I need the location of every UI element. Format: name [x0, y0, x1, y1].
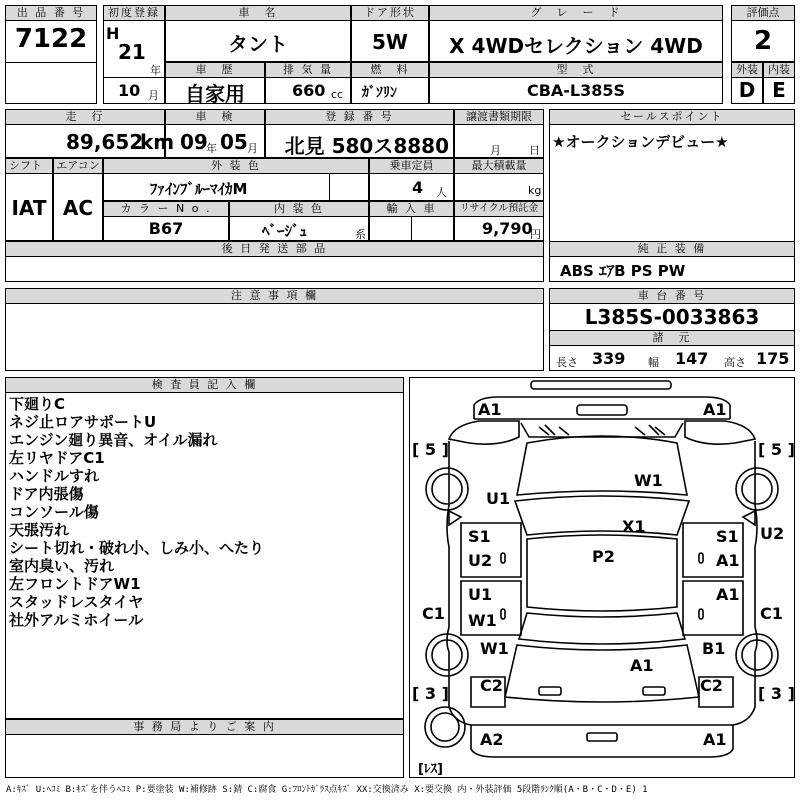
shift: IAT [11, 196, 47, 220]
model: CBA-L385S [526, 81, 626, 100]
lot-number-lower-cell [5, 62, 97, 104]
capacity: 4 [412, 178, 424, 197]
sales-point-label: セールスポイント [549, 109, 795, 125]
mark-left-rear-corner: C2 [480, 676, 503, 695]
height-label: 高さ [724, 356, 746, 369]
door-type-label: ドア形状 [351, 5, 429, 21]
mark-right-rear-door: A1 [716, 585, 740, 604]
width: 147 [675, 349, 709, 368]
mark-right-front-door-2: A1 [716, 551, 740, 570]
width-label: 幅 [648, 356, 659, 369]
car-diagram [409, 377, 795, 778]
aircon-label: エアコン [53, 158, 103, 174]
displacement-label: 排 気 量 [265, 62, 351, 78]
mark-right-front-door-1: S1 [716, 527, 739, 546]
mileage-unit: km [140, 130, 175, 154]
mark-left-front-fender: U1 [486, 489, 511, 508]
mark-left-rear-door-1: U1 [468, 585, 493, 604]
exterior-grade: D [738, 78, 756, 102]
later-parts-label: 後 日 発 送 部 品 [5, 241, 544, 257]
inspector-label: 検 査 員 記 入 欄 [5, 377, 404, 393]
inspection-year: 09 [180, 130, 208, 154]
inspector-note: ドア内張傷 [9, 485, 84, 503]
tire-front-left: [ 5 ] [412, 440, 449, 459]
era-letter: H [106, 24, 120, 43]
inspector-note: 社外アルミホイール [9, 611, 144, 629]
plate-number: 北見 580ス8880 [284, 134, 449, 158]
history: 自家用 [185, 82, 245, 106]
inspector-note: 左リヤドアC1 [9, 449, 105, 467]
mark-left-quarter: W1 [480, 639, 509, 658]
mark-hood: W1 [634, 471, 663, 490]
fuel: ｶﾞｿﾘﾝ [362, 85, 397, 101]
inspection-label: 車 検 [165, 109, 265, 125]
aircon: AC [62, 196, 94, 220]
score: 2 [753, 26, 773, 56]
recycle-unit: 円 [530, 228, 541, 241]
mark-right-front-fender: U2 [760, 524, 785, 543]
inspector-note: 下廻りC [9, 395, 66, 413]
equipment-label: 純 正 装 備 [549, 241, 795, 257]
import-cell-divider [411, 216, 412, 241]
grade-label: グ レ ー ド [429, 5, 723, 21]
displacement-unit: cc [331, 88, 344, 101]
color-number-label: カ ラ ー N o . [103, 201, 229, 217]
legend-text: A:ｷｽﾞ U:ﾍｺﾐ B:ｷｽﾞを伴うﾍｺﾐ P:要塗装 W:補修跡 S:錆 C:腐食 G:ﾌﾛﾝﾄｶﾞﾗｽ点ｷｽﾞ XX:交換済み X:要交換 内・外装評価 5段階ﾗﾝｸ順(A・B・C・D・E) 1 [6, 785, 648, 795]
mark-front-bumper-left: A1 [478, 400, 502, 419]
equipment: ABS ｴｱB PS PW [560, 262, 686, 280]
inspection-month: 05 [220, 130, 248, 154]
score-label: 評価点 [731, 5, 795, 21]
inspector-note: エンジン廻り異音、オイル漏れ [9, 431, 218, 449]
inspector-notes [9, 395, 401, 629]
spare-tire-label: [ﾚｽ] [418, 762, 443, 777]
sales-point: ★オークションデビュー★ [552, 133, 729, 151]
specs-label: 諸 元 [549, 330, 795, 346]
max-load-unit: kg [528, 184, 542, 197]
mark-right-sill: C1 [760, 604, 783, 623]
registration-year: 21 [118, 40, 146, 64]
mark-front-bumper-right: A1 [703, 400, 727, 419]
mileage-label: 走 行 [5, 109, 165, 125]
recycle-label: リサイクル預託金 [454, 201, 544, 217]
mileage: 89,652 [66, 130, 144, 154]
plate-label: 登 録 番 号 [265, 109, 454, 125]
mark-left-sill: C1 [422, 604, 445, 623]
exterior-color-divider [329, 173, 330, 201]
mark-right-rear-corner: C2 [700, 676, 723, 695]
mark-roof: P2 [592, 547, 615, 566]
lot-number-label: 出 品 番 号 [5, 5, 97, 21]
capacity-unit: 人 [436, 186, 447, 199]
interior-color-label: 内 装 色 [229, 201, 369, 217]
length-label: 長さ [556, 356, 578, 369]
fuel-label: 燃 料 [351, 62, 429, 78]
inspector-note: 天張汚れ [9, 521, 70, 539]
mark-rear-bumper-left: A2 [480, 730, 504, 749]
mark-rear-bumper-right: A1 [703, 730, 727, 749]
office-notice-label: 事 務 局 よ り ご 案 内 [5, 719, 404, 735]
car-name-label: 車 名 [165, 5, 351, 21]
history-label: 車 歴 [165, 62, 265, 78]
car-name: タント [228, 32, 288, 56]
inspector-note: シート切れ・破れ小、しみ小、へたり [9, 539, 265, 557]
year-unit: 年 [150, 64, 161, 77]
chassis-number: L385S-0033863 [584, 305, 760, 329]
interior-color: ﾍﾞｰｼﾞｭ [262, 222, 308, 240]
mark-windshield: X1 [622, 517, 646, 536]
first-registration-label: 初度登録 [103, 5, 165, 21]
mark-right-quarter: B1 [702, 639, 726, 658]
shift-label: シフト [5, 158, 53, 174]
inspector-note: ネジ止ロアサポートU [9, 413, 157, 431]
inspector-note: スタッドレスタイヤ [9, 593, 144, 611]
office-notice-cell [5, 734, 404, 778]
mark-left-rear-door-2: W1 [468, 611, 497, 630]
exterior-color: ﾌｧｲﾝﾌﾞﾙｰﾏｲｶM [150, 180, 248, 198]
color-number: B67 [148, 219, 184, 238]
lot-number: 7122 [14, 24, 88, 54]
inspection-month-unit: 月 [247, 142, 258, 155]
inspector-note: コンソール傷 [9, 503, 99, 521]
transfer-month: 月 [490, 144, 501, 157]
import-label: 輸 入 車 [369, 201, 454, 217]
tire-front-right: [ 5 ] [758, 440, 795, 459]
tire-rear-left: [ 3 ] [412, 684, 449, 703]
interior-color-unit: 系 [355, 228, 366, 241]
later-parts-cell [5, 256, 544, 282]
chassis-label: 車 台 番 号 [549, 288, 795, 304]
length: 339 [592, 349, 626, 368]
transfer-day: 日 [529, 144, 540, 157]
door-type: 5W [372, 30, 408, 54]
mark-left-front-door-1: S1 [468, 527, 491, 546]
transfer-deadline-label: 譲渡書類期限 [454, 109, 544, 125]
inspector-note: 左フロントドアW1 [9, 575, 141, 593]
mark-left-front-door-2: U2 [468, 551, 493, 570]
inspector-note: ハンドルすれ [9, 467, 100, 485]
interior-grade: E [772, 78, 786, 102]
mark-trunk: A1 [630, 656, 654, 675]
height: 175 [756, 349, 790, 368]
interior-grade-label: 内装 [763, 62, 795, 78]
exterior-color-label: 外 装 色 [103, 158, 369, 174]
notes-cell [5, 303, 544, 371]
recycle-deposit: 9,790 [482, 219, 533, 238]
displacement: 660 [292, 81, 326, 100]
inspection-year-unit: 年 [206, 142, 217, 155]
model-label: 型 式 [429, 62, 723, 78]
notes-label: 注 意 事 項 欄 [5, 288, 544, 304]
inspector-note: 室内臭い、汚れ [9, 557, 115, 575]
exterior-grade-label: 外装 [731, 62, 763, 78]
capacity-label: 乗車定員 [369, 158, 454, 174]
tire-rear-right: [ 3 ] [758, 684, 795, 703]
grade: X 4WDセレクション 4WD [449, 34, 703, 58]
registration-month: 10 [118, 81, 141, 100]
max-load-label: 最大積載量 [454, 158, 544, 174]
month-unit: 月 [148, 89, 159, 102]
